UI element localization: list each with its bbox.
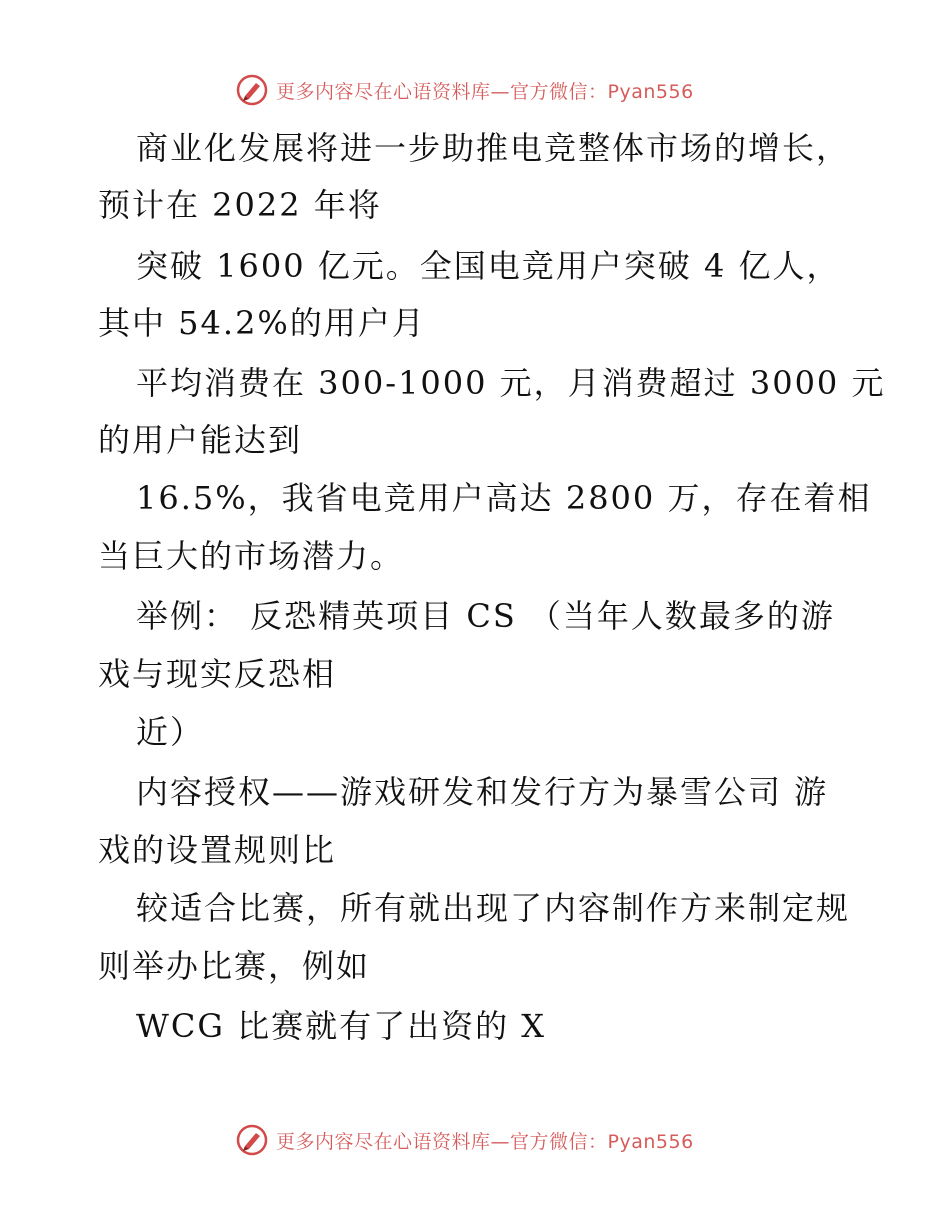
pen-logo-icon xyxy=(236,74,268,106)
text-line: 16.5%，我省电竞用户高达 2800 万，存在着相 xyxy=(136,479,872,517)
footer-watermark xyxy=(236,1122,694,1158)
text-line: 内容授权——游戏研发和发行方为暴雪公司 游 xyxy=(136,773,829,811)
watermark-text: 更多内容尽在心语资料库—官方微信：Pyan556 xyxy=(276,1130,694,1153)
text-line: 戏的设置规则比 xyxy=(98,831,337,869)
header-watermark xyxy=(236,72,694,108)
text-line: WCG 比赛就有了出资的 X xyxy=(136,1007,547,1045)
pen-logo-icon xyxy=(236,1124,268,1156)
text-line: 突破 1600 亿元。全国电竞用户突破 4 亿人， xyxy=(136,247,841,285)
watermark-text: 更多内容尽在心语资料库—官方微信：Pyan556 xyxy=(276,80,694,103)
text-line: 戏与现实反恐相 xyxy=(98,655,337,693)
text-line: 举例： 反恐精英项目 CS （当年人数最多的游 xyxy=(136,597,835,635)
text-line: 商业化发展将进一步助推电竞整体市场的增长， xyxy=(136,129,851,167)
text-line: 预计在 2022 年将 xyxy=(98,186,382,224)
text-line: 其中 54.2%的用户月 xyxy=(98,304,426,342)
text-line: 的用户能达到 xyxy=(98,421,303,459)
text-line: 平均消费在 300-1000 元，月消费超过 3000 元 xyxy=(136,364,886,402)
text-line: 近） xyxy=(136,713,205,751)
text-line: 当巨大的市场潜力。 xyxy=(98,537,405,575)
text-line: 较适合比赛，所有就出现了内容制作方来制定规 xyxy=(136,889,851,927)
text-line: 则举办比赛，例如 xyxy=(98,947,371,985)
